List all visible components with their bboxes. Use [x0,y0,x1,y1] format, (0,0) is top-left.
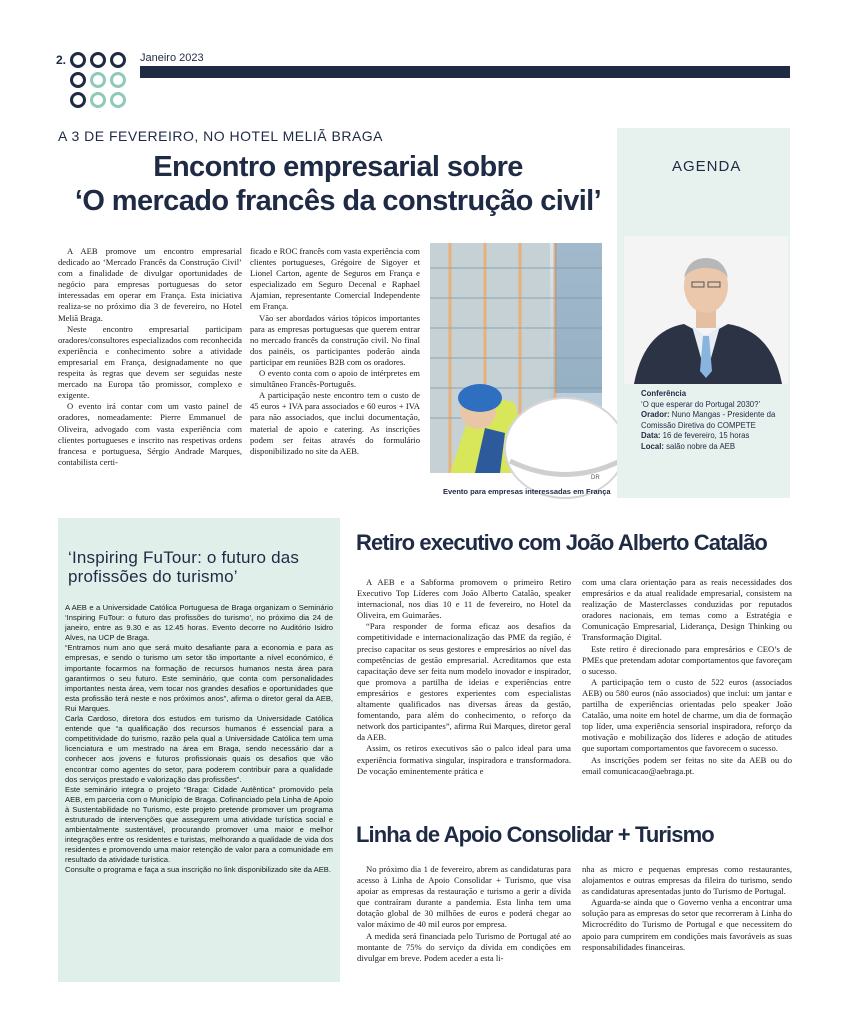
paragraph: A participação neste encontro tem o custo de 45 euros + IVA para associados e 60 euros + IVA para não associados, que inclui documentação, material de apoio e catering. As inscrições podem ser feitas através do formulário disponibilizado no site da AEB. [250,390,420,456]
issue-date: Janeiro 2023 [140,52,204,64]
headline-line-1: Encontro empresarial sobre [153,151,523,183]
paragraph: “Entramos num ano que será muito desafiante para a economia e para as empresas, e sendo o turismo um setor tão importante a nível económico, é importante focarmos na formação de recursos humanos nesta área para garantirmos o seu futuro. Este seminário, que conta com personalidades importantes nesta área, vem tocar nos grandes desafios e oportunidades que esta profissão terá neste e nos próximos anos”, afirma o diretor geral da AEB, Rui Marques. [65,643,333,713]
agenda-details [641,389,791,452]
page-number: 2. [56,53,67,67]
paragraph: O evento conta com o apoio de intérpretes em simultâneo Francês-Português. [250,368,420,390]
paragraph: A participação tem o custo de 522 euros (associados AEB) ou 580 euros (não associados) que inclui: um jantar e partilha de experiências orientadas pelo speaker João Catalão, uma noite em hotel de charme, um dia de formação top líder, uma experiência sensorial inspiradora, reforço da motivação e mobilização dos líderes e adoção de atitudes que suportam comportamentos que favorecem o sucesso. [582,676,792,754]
venue-label: Local: [641,441,664,451]
paragraph: “Para responder de forma eficaz aos desafios da competitividade e internacionalização das PME da região, é preciso capacitar os seus gestores e empresários ao nível das competências de gestão empresarial. Acreditamos que esta capacitação deve ser feita num modelo inovador e inspirador, que promova a partilha de ideias e experiências entre empresários e gestores experientes com especialistas altamente qualificados nas diversas áreas da gestão, fomentando, para além do conhecimento, o reforço da network dos participantes”, afirma Rui Marques, diretor geral da AEB. [357,621,571,743]
agenda-type: Conferência [641,389,687,398]
story-column-2 [250,246,420,457]
agenda-event-title: ‘O que esperar do Portugal 2030?’ [641,399,761,409]
speaker-photo [624,236,788,384]
story-column-1 [58,246,242,468]
photo-credit: DR [591,475,600,481]
paragraph: O evento irá contar com um vasto painel de oradores, nomeadamente: Pierre Emmanuel de Oliveira, advogado com vasta experiência com clientes portugueses e inscrito nas respetivas ordens francesa e portuguesa, Sérgio Andrade Marques, contabilista certi- [58,401,242,467]
inspiring-title: ‘Inspiring FuTour: o futuro das profissões do turismo’ [68,548,300,586]
linha-column-1 [357,864,571,964]
paragraph: Consulte o programa e faça a sua inscrição no link disponibilizado site da AEB. [65,865,331,875]
paragraph: A AEB promove um encontro empresarial dedicado ao ‘Mercado Francês da Construção Civil’ com a finalidade de divulgar oportunidades de negócio para empresas portuguesas do setor interessadas em operar em França. Esta iniciativa realiza-se no próximo dia 3 de fevereiro, no Hotel Meliã Braga. [58,246,242,323]
paragraph: Vão ser abordados vários tópicos importantes para as empresas portuguesas que querem entrar no mercado francês da construção civil. No final dos painéis, os participantes poderão ainda participar em reuniões B2B com os oradores. [250,312,420,367]
retiro-column-2 [582,577,792,777]
retiro-column-1 [357,577,571,777]
paragraph: A AEB e a Universidade Católica Portuguesa de Braga organizam o Seminário ‘Inspiring FuTour: o futuro das profissões do turismo’, no próximo dia 24 de janeiro, entre as 9.30 e as 12.45 horas. Evento decorre no Auditório Isidro Alves, na UCP de Braga. [65,603,333,643]
event-venue: salão nobre da AEB [666,441,736,451]
speaker-name: Nuno Mangas - Presidente da Comissão Diretiva do COMPETE [641,410,776,430]
paragraph: Neste encontro empresarial participam oradores/consultores especializados com reconhecida experiência e conhecimento sobre a atividade empresarial em França, designadamente no que respeita às regras que devem ser seguidas neste mercado na Europa tão promissor, complexo e exigente. [58,323,242,401]
paragraph: com uma clara orientação para as reais necessidades dos empresários e da atual realidade empresarial, consistem na realização de Masterclasses conduzidas por reputados oradores nacionais, em temas como a Estratégia e Comunicação Empresarial, Liderança, Design Thinking ou Transformação Digital. [582,577,792,643]
logo-text: aeb [99,112,101,113]
story-kicker: A 3 DE FEVEREIRO, NO HOTEL MELIÃ BRAGA [58,128,384,144]
paragraph: Assim, os retiros executivos são o palco ideal para uma experiência formativa singular, inspiradora e transformadora. De vocação eminentemente prática e [357,743,571,776]
paragraph: Este retiro é direcionado para empresários e CEO’s de PMEs que pretendam adotar comportamentos que favoreçam o sucesso. [582,643,792,676]
date-label: Data: [641,431,661,440]
linha-title: Linha de Apoio Consolidar + Turismo [356,822,714,847]
retiro-title: Retiro executivo com João Alberto Catalão [356,530,767,555]
paragraph: nha as micro e pequenas empresas como restaurantes, alojamentos e outras empresas da fileira do turismo, sendo as candidaturas apresentadas junto do Turismo de Portugal. [582,864,792,897]
paragraph: ficado e ROC francês com vasta experiência com clientes portugueses, Grégoire de Sigoyer et Lionel Carton, agente de Seguros em França e especializado em Seguro Decenal e Raphael Ajamian, representante Comercial Independente em França. [250,246,420,312]
construction-photo [430,243,602,473]
photo-caption: Evento para empresas interessadas em França [443,487,611,496]
inspiring-body [65,603,333,876]
event-date: 16 de fevereiro, 15 horas [662,431,750,440]
story-headline [68,150,608,218]
headline-line-2: ‘O mercado francês da construção civil’ [74,185,602,217]
paragraph: A medida será financiada pelo Turismo de Portugal até ao montante de 75% do serviço da dívida em condições em divulgar em breve. Podem aceder a esta li- [357,930,571,963]
linha-column-2 [582,864,792,953]
paragraph: As inscrições podem ser feitas no site da AEB ou do email comunicacao@aebraga.pt. [582,754,792,776]
header-bar [140,66,790,78]
aeb-logo [68,50,130,112]
agenda-title: AGENDA [672,158,742,175]
speaker-label: Orador: [641,410,670,419]
paragraph: A AEB e a Sabforma promovem o primeiro Retiro Executivo Top Líderes com João Alberto Catalão, speaker internacional, nos dias 10 e 11 de fevereiro, no Hotel da Oliveira, em Guimarães. [357,577,571,621]
paragraph: Aguarda-se ainda que o Governo venha a encontrar uma solução para as empresas do setor que recorreram à Linha do Microcrédito do Turismo de Portugal e que necessitem do apoio para cumprirem em condições mais favoráveis as suas responsabilidades financeiras. [582,897,792,952]
paragraph: Carla Cardoso, diretora dos estudos em turismo da Universidade Católica entende que “a qualificação dos recursos humanos é essencial para a competitividade do turismo, razão pela qual a Universidade Católica tem uma licenciatura e um mestrado na área em Braga, sendo necessário dar a conhecer aos jovens e futuros profissionais quais os desafios que vão encontrar como agentes do setor, para poderem contribuir para a qualidade dos serviços prestado e valorização das profissões”. [65,714,333,784]
paragraph: Este seminário integra o projeto “Braga: Cidade Autêntica” promovido pela AEB, em parceria com o Município de Braga. Cofinanciado pela Linha de Apoio à Sustentabilidade no Turismo, este projeto pretende promover um programa estruturado de intervenções que assegurem uma atividade turística social e ambientalmente sustentável, procurando promover uma maior e melhor integrações entre os residentes e turistas, melhorando a qualidade de vida dos residentes e promovendo uma maior retenção de valor para a comunidade em resultado da atividade turística. [65,784,333,865]
paragraph: No próximo dia 1 de fevereiro, abrem as candidaturas para acesso à Linha de Apoio Consolidar + Turismo, que visa apoiar as empresas da restauração e turismo a gerir a dívida que contraíram durante a pandemia. Esta linha tem uma dotação global de 30 milhões de euros e poderá chegar ao valor máximo de 40 mil euros por empresa. [357,864,571,930]
